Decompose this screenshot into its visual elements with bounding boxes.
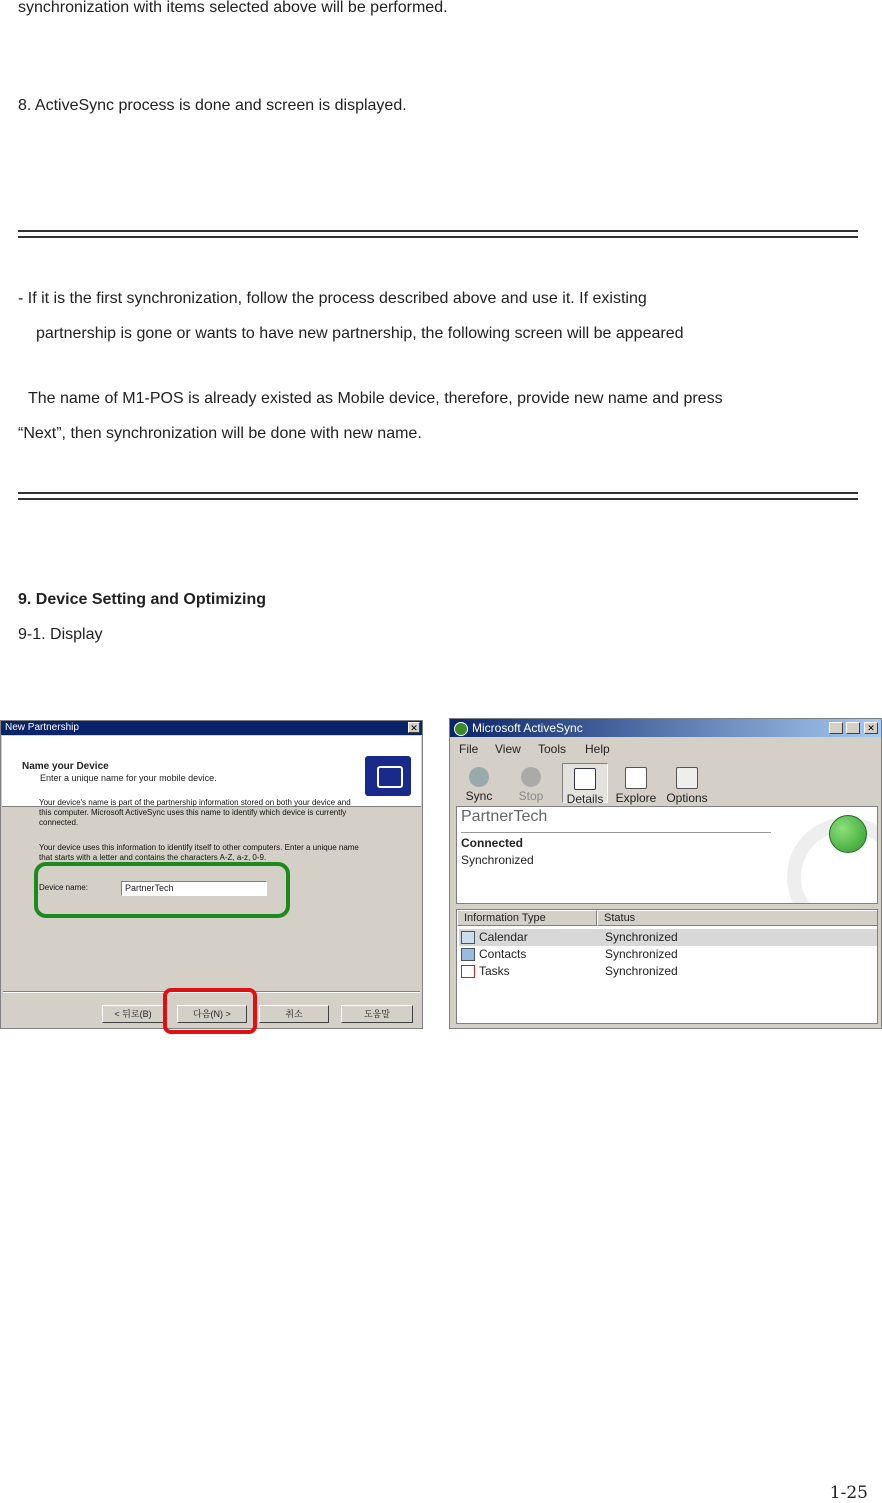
activesync-window [449, 718, 882, 1029]
item-status: Synchronized [605, 930, 678, 944]
paragraph-sync-items: synchronization with items selected above will be performed. [18, 0, 448, 16]
toolbar-details-button[interactable] [562, 763, 608, 806]
dialog-header [2, 736, 421, 807]
info-line: this computer. Microsoft ActiveSync uses this name to identify which device is currently [39, 808, 347, 817]
cancel-button[interactable]: 취소 [259, 1005, 329, 1023]
note-line-4: “Next”, then synchronization will be done with new name. [18, 425, 422, 442]
item-status: Synchronized [605, 947, 678, 961]
toolbar-sync-button[interactable] [456, 767, 502, 803]
list-item[interactable] [459, 946, 877, 963]
sync-status-icon [829, 815, 867, 853]
item-type: Calendar [479, 930, 528, 944]
close-icon[interactable]: ✕ [408, 722, 420, 733]
sync-label: Sync [465, 789, 493, 803]
window-title: Microsoft ActiveSync [472, 721, 583, 735]
list-item[interactable] [459, 929, 877, 946]
close-icon[interactable]: ✕ [864, 722, 878, 734]
minimize-icon[interactable] [829, 722, 843, 734]
stop-icon [521, 767, 541, 787]
sync-state: Synchronized [461, 853, 534, 867]
separator-line [18, 230, 858, 238]
list-item[interactable] [459, 963, 877, 980]
page-number: 1-25 [829, 1483, 868, 1503]
section-title: 9. Device Setting and Optimizing [18, 591, 267, 608]
step-8-text: 8. ActiveSync process is done and screen is displayed. [18, 97, 407, 114]
column-header-type[interactable]: Information Type [457, 910, 597, 926]
device-name: PartnerTech [461, 808, 548, 825]
highlight-device-name [34, 862, 290, 918]
menu-file[interactable]: File [459, 742, 479, 756]
information-list [456, 909, 878, 1024]
device-name-input[interactable]: PartnerTech [121, 881, 267, 896]
contacts-icon [461, 948, 475, 961]
menu-tools[interactable]: Tools [538, 742, 567, 756]
note-line-1: - If it is the first synchronization, follow the process described above and use it. If existing [18, 290, 647, 307]
info-line: connected. [39, 818, 79, 827]
info-line: that starts with a letter and contains the characters A-Z, a-z, 0-9. [39, 853, 267, 862]
info-line: Your device's name is part of the partnership information stored on both your device and [39, 798, 351, 807]
maximize-icon[interactable] [846, 722, 860, 734]
sync-icon [469, 767, 489, 787]
note-line-2: partnership is gone or wants to have new partnership, the following screen will be appeared [36, 325, 684, 342]
device-sync-icon [365, 756, 411, 796]
status-pane [456, 806, 878, 904]
menu-help[interactable]: Help [585, 742, 610, 756]
column-header-status[interactable]: Status [597, 910, 878, 926]
toolbar-options-button[interactable] [664, 767, 710, 805]
subsection-title: 9-1. Display [18, 626, 103, 643]
help-button[interactable]: 도움말 [341, 1005, 413, 1023]
item-status: Synchronized [605, 964, 678, 978]
next-button[interactable]: 다음(N) > [177, 1005, 247, 1023]
explore-icon [625, 767, 647, 789]
dialog-subheading: Enter a unique name for your mobile device. [40, 773, 217, 783]
highlight-next-button [163, 988, 257, 1034]
stop-label: Stop [518, 789, 544, 803]
info-line: Your device uses this information to identify itself to other computers. Enter a unique name [39, 843, 359, 852]
activesync-logo-icon [454, 722, 468, 736]
separator-line [18, 492, 858, 500]
divider [461, 832, 771, 833]
details-icon [574, 768, 596, 790]
tasks-icon [461, 965, 475, 978]
options-label: Options [666, 791, 708, 805]
details-label: Details [566, 792, 604, 806]
explore-label: Explore [615, 791, 657, 805]
item-type: Contacts [479, 947, 527, 961]
back-button[interactable]: < 뒤로(B) [102, 1005, 164, 1023]
connection-state: Connected [461, 836, 524, 850]
note-line-3: The name of M1-POS is already existed as Mobile device, therefore, provide new name and press [28, 390, 723, 407]
dialog-title: New Partnership [5, 722, 79, 733]
device-name-label: Device name: [39, 883, 88, 892]
activesync-titlebar [450, 719, 881, 737]
dialog-heading: Name your Device [22, 761, 109, 772]
toolbar-stop-button[interactable] [508, 767, 554, 803]
dialog-titlebar [1, 721, 422, 735]
toolbar-explore-button[interactable] [613, 767, 659, 805]
calendar-icon [461, 931, 475, 944]
options-icon [676, 767, 698, 789]
item-type: Tasks [479, 964, 510, 978]
menu-view[interactable]: View [495, 742, 521, 756]
